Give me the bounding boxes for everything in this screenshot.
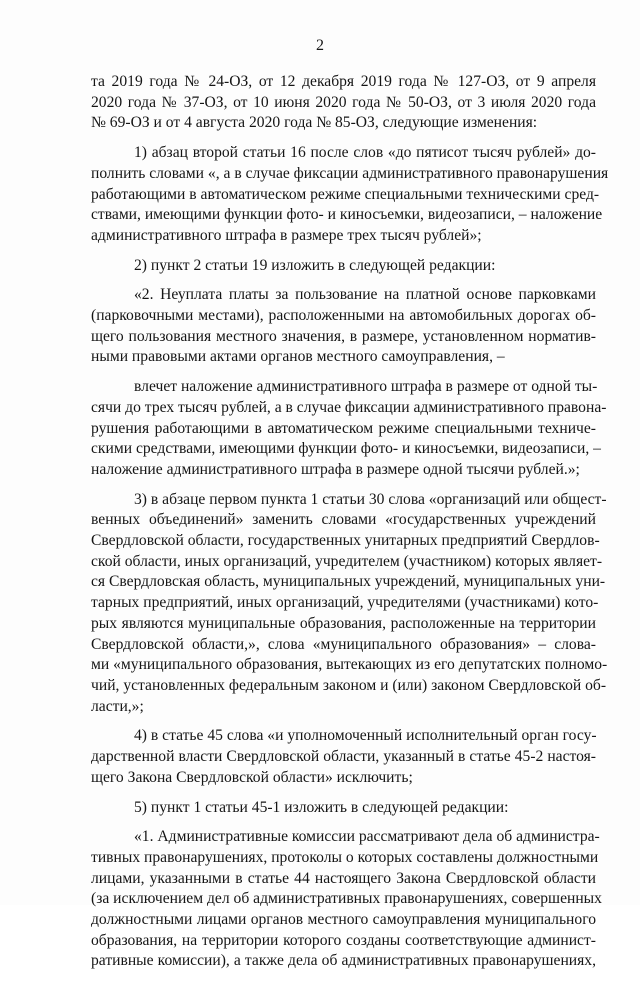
text-line: работающими в автоматическом режиме специальными техническими сред- bbox=[91, 185, 600, 203]
text-line: 1) абзац второй статьи 16 после слов «до пятисот тысяч рублей» до- bbox=[134, 144, 596, 162]
text-line: дарственной власти Свердловской области, указанный в статье 45-2 настоя- bbox=[91, 748, 596, 766]
text-line: Свердловской области,», слова «муниципального образования» – слова- bbox=[91, 635, 596, 653]
text-line: та 2019 года № 24-ОЗ, от 12 декабря 2019 года № 127-ОЗ, от 9 апреля bbox=[91, 73, 596, 90]
text-line: ными правовыми актами органов местного самоуправления, – bbox=[91, 348, 505, 366]
page-number: 2 bbox=[316, 37, 324, 54]
paragraph bbox=[91, 798, 596, 819]
text-line: 2) пункт 2 статьи 19 изложить в следующей редакции: bbox=[134, 256, 496, 274]
text-line: рых являются муниципальные образования, расположенные на территории bbox=[91, 614, 596, 632]
text-line: (за исключением дел об административных правонарушениях, совершенных bbox=[91, 890, 602, 908]
text-line: полнить словами «, а в случае фиксации административного правонарушения bbox=[91, 164, 609, 182]
text-line: административного штрафа в размере трех тысяч рублей»; bbox=[91, 226, 482, 244]
paragraph bbox=[91, 726, 596, 788]
text-line: № 69-ОЗ и от 4 августа 2020 года № 85-ОЗ, следующие изменения: bbox=[91, 114, 538, 132]
text-line: «1. Административные комиссии рассматривают дела об администра- bbox=[134, 828, 600, 846]
text-line: наложение административного штрафа в размере одной тысячи рублей.»; bbox=[91, 460, 580, 478]
paragraph bbox=[91, 143, 609, 247]
text-line: Свердловской области, государственных унитарных предприятий Свердлов- bbox=[91, 532, 600, 550]
text-line: 3) в абзаце первом пункта 1 статьи 30 слова «организаций или общест- bbox=[134, 490, 607, 508]
paragraph bbox=[91, 827, 602, 972]
text-line: тивных правонарушениях, протоколы о которых составлены должностными bbox=[91, 848, 599, 866]
paragraph bbox=[91, 377, 607, 481]
text-line: образования, на территории которого созданы соответствующие админист- bbox=[91, 931, 596, 949]
document-body bbox=[91, 72, 609, 981]
text-line: рушения работающими в автоматическом режиме специальными техниче- bbox=[91, 419, 596, 437]
text-line: ласти,»; bbox=[91, 697, 144, 715]
text-line: ми «муниципального образования, вытекающих из его депутатских полномо- bbox=[91, 656, 608, 674]
text-line: 5) пункт 1 статьи 45-1 изложить в следующей редакции: bbox=[134, 798, 509, 816]
text-line: должностными лицами органов местного самоуправления муниципального bbox=[91, 911, 596, 929]
paragraph bbox=[91, 285, 596, 368]
paragraph bbox=[91, 72, 596, 134]
text-line: ской области, иных организаций, учредителем (участником) которых являет- bbox=[91, 552, 603, 570]
text-line: сячи до трех тысяч рублей, а в случае фиксации административного правона- bbox=[91, 398, 607, 416]
paragraph bbox=[91, 490, 608, 718]
text-line: щего Закона Свердловской области» исключить; bbox=[91, 768, 413, 786]
text-line: (парковочными местами), расположенными на автомобильных дорогах об- bbox=[91, 307, 596, 325]
text-line: влечет наложение административного штрафа в размере от одной ты- bbox=[134, 378, 598, 396]
text-line: скими средствами, имеющими функции фото- и киносъемки, видеозаписи, – bbox=[91, 440, 601, 458]
text-line: 4) в статье 45 слова «и уполномоченный исполнительный орган госу- bbox=[134, 727, 597, 745]
text-line: венных объединений» заменить словами «государственных учреждений bbox=[91, 511, 596, 529]
text-line: ся Свердловская область, муниципальных учреждений, муниципальных уни- bbox=[91, 573, 606, 591]
text-line: лицами, указанными в статье 44 настоящего Закона Свердловской области bbox=[91, 869, 596, 887]
paragraph bbox=[91, 256, 596, 277]
text-line: ствами, имеющими функции фото- и киносъемки, видеозаписи, – наложение bbox=[91, 206, 603, 224]
text-line: «2. Неуплата платы за пользование на платной основе парковками bbox=[134, 286, 596, 304]
text-line: тарных предприятий, иных организаций, учредителями (участниками) кото- bbox=[91, 594, 599, 612]
text-line: 2020 года № 37-ОЗ, от 10 июня 2020 года № 50-ОЗ, от 3 июля 2020 года bbox=[91, 93, 596, 111]
text-line: чий, установленных федеральным законом и (или) законом Свердловской об- bbox=[91, 676, 607, 694]
text-line: ративные комиссии), а также дела об административных правонарушениях, bbox=[91, 952, 596, 970]
text-line: щего пользования местного значения, в размере, установленном норматив- bbox=[91, 327, 596, 345]
